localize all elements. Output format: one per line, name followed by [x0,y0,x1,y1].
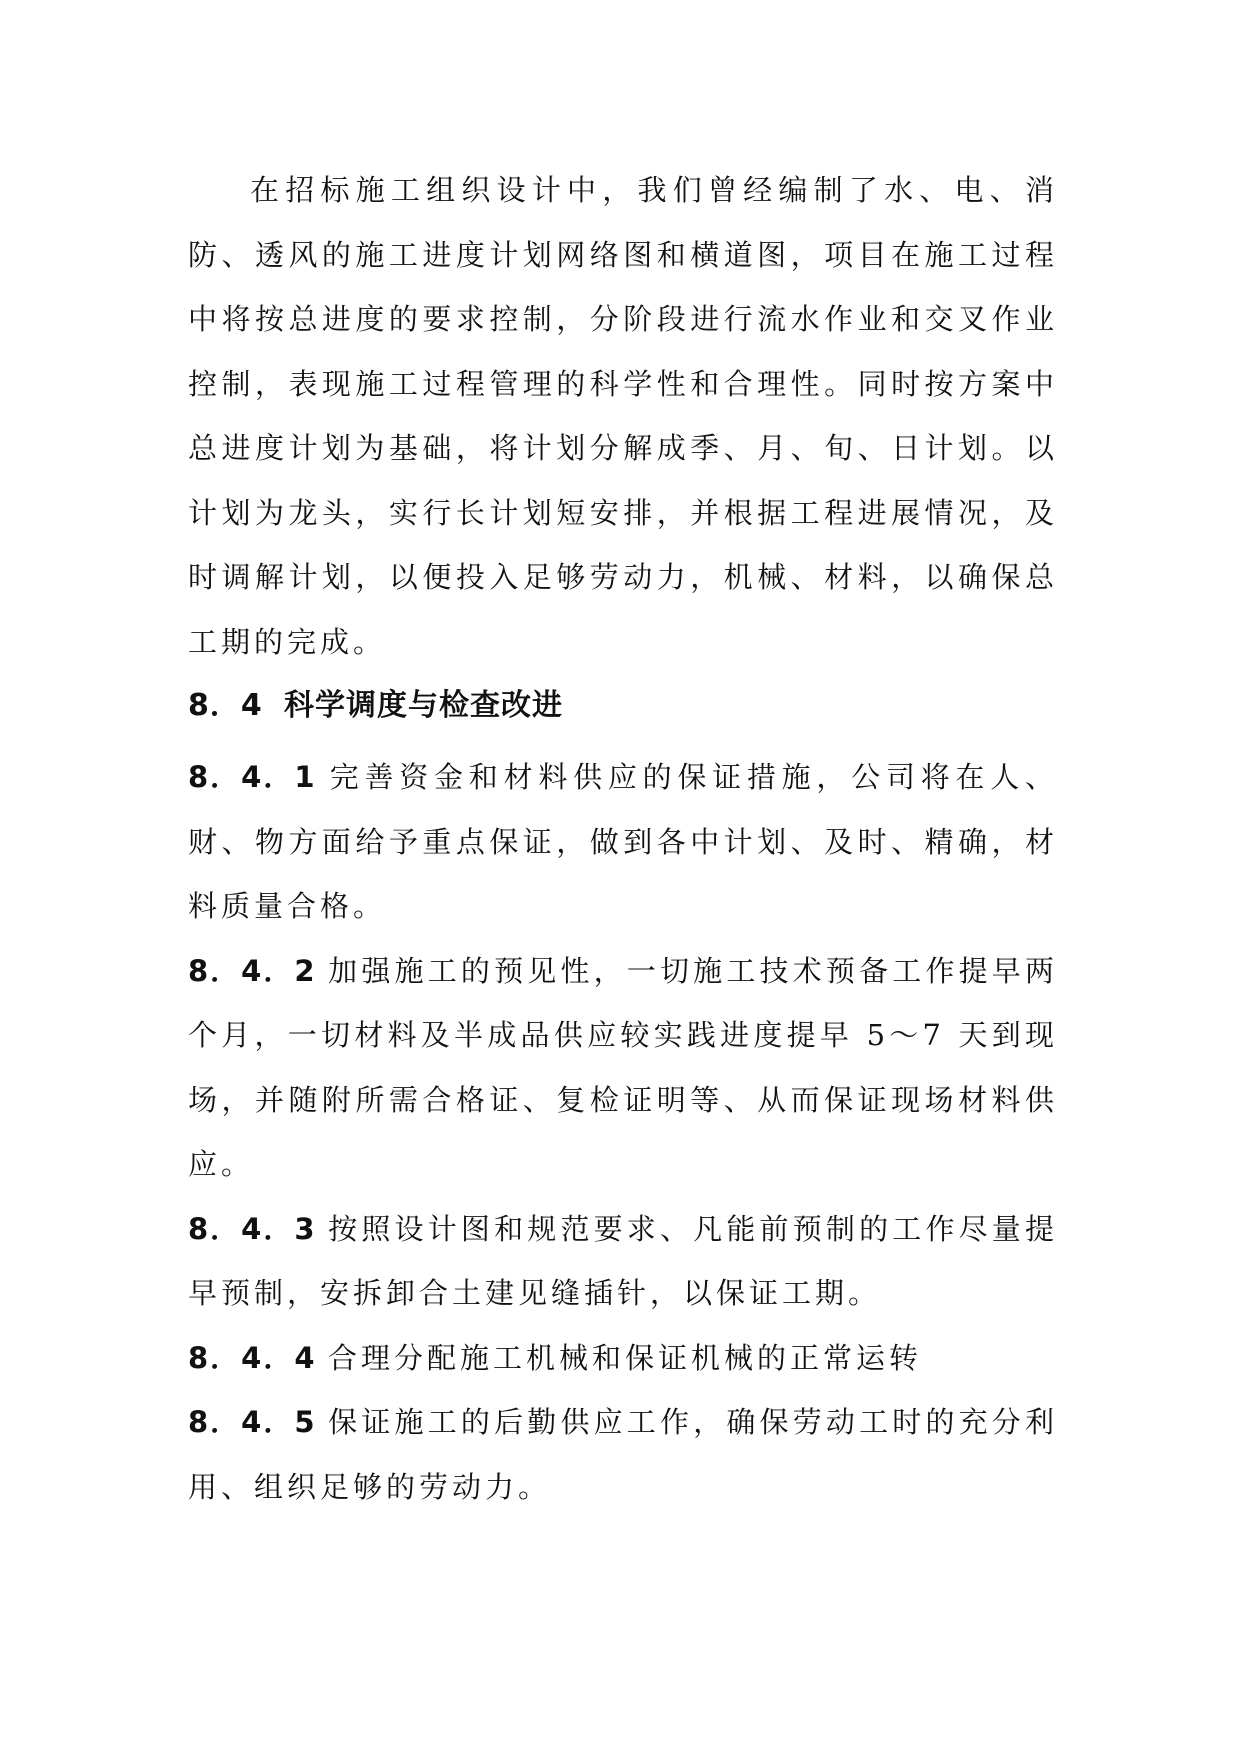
item-number: 8．4．4 [188,1340,317,1375]
item-text: 加强施工的预见性，一切施工技术预备工作提早两个月，一切材料及半成品供应较实践进度提早 5～7 天到现场，并随附所需合格证、复检证明等、从而保证现场材料供应。 [188,953,1058,1181]
item-number: 8．4．2 [188,953,317,988]
section-title: 科学调度与检查改进 [284,688,563,723]
section-number: 8．4 [188,688,263,723]
item-number: 8．4．3 [188,1211,317,1246]
item-text: 按照设计图和规范要求、凡能前预制的工作尽量提早预制，安拆卸合土建见缝插针，以保证工期。 [188,1211,1058,1310]
intro-paragraph: 在招标施工组织设计中，我们曾经编制了水、电、消防、透风的施工进度计划网络图和横道图，项目在施工过程中将按总进度的要求控制，分阶段进行流水作业和交叉作业控制，表现施工过程管理的科学性和合理性。同时按方案中总进度计划为基础，将计划分解成季、月、旬、日计划。以计划为龙头，实行长计划短安排，并根据工程进展情况，及时调解计划，以便投入足够劳动力，机械、材料，以确保总工期的完成。 [188,173,1058,659]
list-item [188,745,1058,939]
list-item [188,1390,1058,1519]
item-number: 8．4．5 [188,1405,317,1439]
item-list [188,745,1058,1519]
section-heading [188,682,1058,730]
list-item [188,1197,1058,1326]
item-number: 8．4．1 [188,760,317,794]
item-text: 保证施工的后勤供应工作，确保劳动工时的充分利用、组织足够的劳动力。 [188,1405,1058,1504]
item-text: 完善资金和材料供应的保证措施，公司将在人、财、物方面给予重点保证，做到各中计划、及时、精确，材料质量合格。 [188,760,1058,923]
list-item [188,1326,1058,1391]
item-text: 合理分配施工机械和保证机械的正常运转 [328,1340,923,1375]
list-item [188,939,1058,1197]
